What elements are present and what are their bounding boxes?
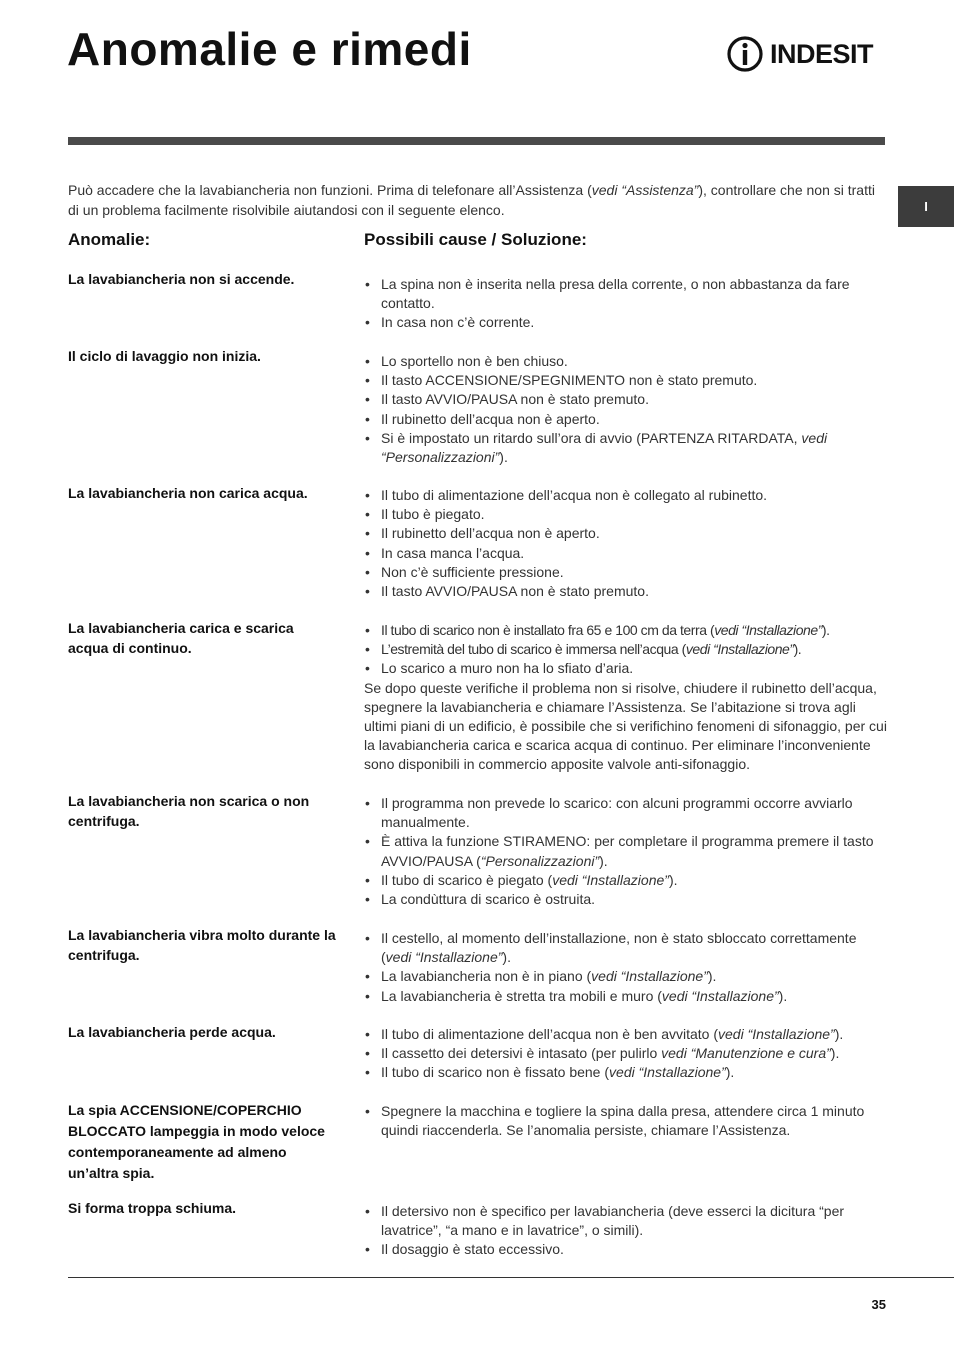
intro-text-end: ), controllare che non si tratti di un problema facilmente risolvibile aiutandosi con il seguente elenco.	[68, 182, 875, 218]
intro-reference: vedi “Assistenza”	[591, 182, 699, 198]
cause-item: • Il tubo di alimentazione dell’acqua non è ben avvitato (vedi “Installazione”).	[364, 1025, 888, 1044]
solution-list	[364, 352, 888, 467]
language-tab: I	[898, 186, 954, 227]
cause-item: • La spina non è inserita nella presa della corrente, o non abbastanza da fare contatto.	[364, 275, 888, 313]
cause-item: • L’estremità del tubo di scarico è immersa nell’acqua (vedi “Installazione”).	[364, 640, 888, 659]
anomaly-label: Il ciclo di lavaggio non inizia.	[68, 348, 261, 364]
footer-rule	[68, 1277, 954, 1278]
anomaly-label: La lavabiancheria vibra molto durante la centrifuga.	[68, 927, 336, 963]
cause-item: • La condùttura di scarico è ostruita.	[364, 890, 888, 909]
solution-note: Se dopo queste verifiche il problema non si risolve, chiudere il rubinetto dell’acqua, spegnere la lavabiancheria e chiamare l’Assistenza. Se l’abitazione si trova agli ultimi piani di un edificio, è possibile che si verifichino fenomeni di sifonaggio, per cui la lavabiancheria carica e scarica acqua di continuo. Per eliminare l’inconveniente sono disponibili in commercio apposite valvole anti-sifonaggio.	[364, 679, 887, 773]
solution-list	[364, 486, 888, 601]
cause-item: • Il cestello, al momento dell’installazione, non è stato sbloccato correttamente (vedi “Installazione”).	[364, 929, 888, 967]
anomaly-label: La lavabiancheria non scarica o non centrifuga.	[68, 793, 310, 829]
header-rule	[68, 137, 885, 145]
cause-item: • Si è impostato un ritardo sull’ora di avvio (PARTENZA RITARDATA, vedi “Personalizzazioni”).	[364, 429, 888, 467]
cause-item: • La lavabiancheria è stretta tra mobili e muro (vedi “Installazione”).	[364, 987, 888, 1006]
cause-item: • Il tubo di scarico non è fissato bene (vedi “Installazione”).	[364, 1063, 888, 1082]
cause-item: • Il tasto AVVIO/PAUSA non è stato premuto.	[364, 582, 888, 601]
cause-item: • Il detersivo non è specifico per lavabiancheria (deve esserci la dicitura “per lavatrice”, “a mano e in lavatrice”, o simili).	[364, 1202, 888, 1240]
anomaly-label: Si forma troppa schiuma.	[68, 1200, 237, 1216]
cause-item: • Il dosaggio è stato eccessivo.	[364, 1240, 888, 1259]
brand-logo	[726, 33, 873, 75]
causes-heading: Possibili cause / Soluzione:	[364, 230, 587, 249]
solution-list	[364, 1025, 888, 1083]
brand-name: INDESIT	[770, 38, 874, 69]
cause-item: • Il rubinetto dell’acqua non è aperto.	[364, 410, 888, 429]
solution-list	[364, 929, 888, 1006]
cause-item: • Il tubo di scarico è piegato (vedi “Installazione”).	[364, 871, 888, 890]
anomalies-heading: Anomalie:	[68, 230, 151, 249]
cause-item: • Spegnere la macchina e togliere la spina dalla presa, attendere circa 1 minuto quindi riaccenderla. Se l’anomalia persiste, chiamare l’Assistenza.	[364, 1102, 888, 1140]
anomaly-label: La spia ACCENSIONE/COPERCHIO BLOCCATO lampeggia in modo veloce contemporaneamente ad almeno un’altra spia.	[68, 1102, 325, 1181]
anomaly-label: La lavabiancheria non carica acqua.	[68, 485, 308, 501]
brand-logo-icon	[726, 34, 764, 74]
cause-item: • In casa manca l’acqua.	[364, 544, 888, 563]
cause-item: • In casa non c’è corrente.	[364, 313, 888, 332]
cause-item: • Il tasto AVVIO/PAUSA non è stato premuto.	[364, 390, 888, 409]
cause-item: • La lavabiancheria non è in piano (vedi “Installazione”).	[364, 967, 888, 986]
cause-item: • Il tubo di scarico non è installato fra 65 e 100 cm da terra (vedi “Installazione”).	[364, 621, 888, 640]
anomaly-label: La lavabiancheria carica e scarica acqua di continuo.	[68, 620, 294, 656]
cause-item: • Il rubinetto dell’acqua non è aperto.	[364, 524, 888, 543]
cause-item: • Non c’è sufficiente pressione.	[364, 563, 888, 582]
solution-list	[364, 1102, 888, 1140]
intro-paragraph	[68, 180, 888, 220]
solution-list	[364, 794, 888, 909]
cause-item: • Il tubo di alimentazione dell’acqua non è collegato al rubinetto.	[364, 486, 888, 505]
cause-item: • È attiva la funzione STIRAMENO: per completare il programma premere il tasto AVVIO/PAUSA (“Personalizzazioni”).	[364, 832, 888, 870]
anomaly-label: La lavabiancheria non si accende.	[68, 271, 295, 287]
cause-item: • Il programma non prevede lo scarico: con alcuni programmi occorre avviarlo manualmente.	[364, 794, 888, 832]
solution-list	[364, 275, 888, 333]
page-title: Anomalie e rimedi	[67, 23, 472, 75]
cause-item: • Il tasto ACCENSIONE/SPEGNIMENTO non è stato premuto.	[364, 371, 888, 390]
cause-item: • Lo sportello non è ben chiuso.	[364, 352, 888, 371]
intro-text: Può accadere che la lavabiancheria non funzioni. Prima di telefonare all’Assistenza (	[68, 182, 592, 198]
cause-item: • Il cassetto dei detersivi è intasato (per pulirlo vedi “Manutenzione e cura”).	[364, 1044, 888, 1063]
cause-item: • Il tubo è piegato.	[364, 505, 888, 524]
cause-item: • Lo scarico a muro non ha lo sfiato d’aria.	[364, 659, 888, 678]
page-number: 35	[871, 1297, 886, 1312]
solution-list	[364, 1202, 888, 1260]
solution-list	[364, 621, 888, 775]
anomaly-label: La lavabiancheria perde acqua.	[68, 1024, 276, 1040]
